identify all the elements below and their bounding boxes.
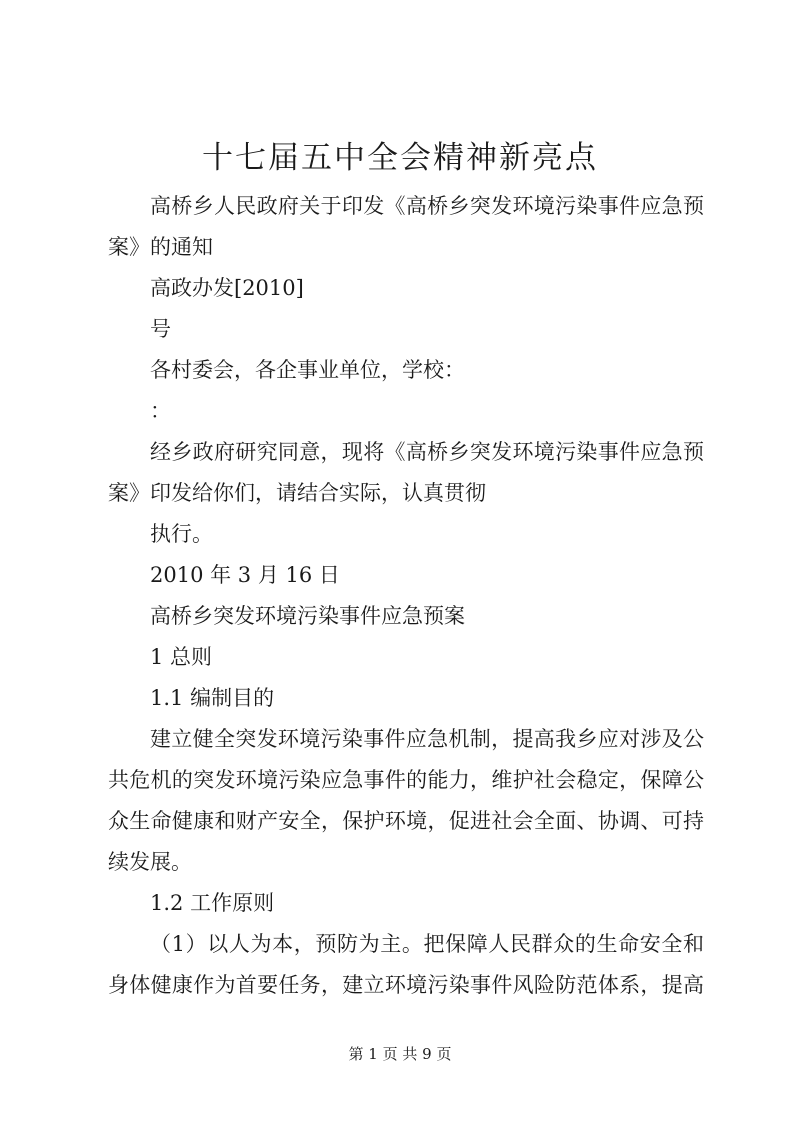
principle-paragraph-line-1: （1）以人为本，预防为主。把保障人民群众的生命安全和 xyxy=(150,932,704,956)
plan-title: 高桥乡突发环境污染事件应急预案 xyxy=(150,604,465,628)
notice-heading-line-1: 高桥乡人民政府关于印发《高桥乡突发环境污染事件应急预 xyxy=(150,194,704,218)
section-heading-1-2: 1.2 工作原则 xyxy=(150,891,275,915)
document-number: 高政办发[2010] xyxy=(150,276,304,300)
recipients-colon: ： xyxy=(150,399,171,423)
section-heading-1: 1 总则 xyxy=(150,645,213,669)
document-body xyxy=(108,186,704,1006)
purpose-paragraph-line-1: 建立健全突发环境污染事件应急机制，提高我乡应对涉及公 xyxy=(150,727,704,751)
page-number-footer: 第 1 页 共 9 页 xyxy=(348,1045,452,1063)
purpose-paragraph-line-4: 续发展。 xyxy=(108,850,192,874)
document-number-suffix: 号 xyxy=(150,317,171,341)
notice-paragraph-line-1: 经乡政府研究同意，现将《高桥乡突发环境污染事件应急预 xyxy=(150,440,704,464)
notice-paragraph-line-2: 案》印发给你们，请结合实际，认真贯彻 xyxy=(108,481,486,505)
purpose-paragraph-line-3: 众生命健康和财产安全，保护环境，促进社会全面、协调、可持 xyxy=(108,809,704,833)
purpose-paragraph-line-2: 共危机的突发环境污染应急事件的能力，维护社会稳定，保障公 xyxy=(108,768,704,792)
principle-paragraph-line-2: 身体健康作为首要任务，建立环境污染事件风险防范体系，提高 xyxy=(108,973,704,997)
notice-date: 2010 年 3 月 16 日 xyxy=(150,563,340,587)
notice-heading-line-2: 案》的通知 xyxy=(108,235,213,259)
page-title: 十七届五中全会精神新亮点 xyxy=(202,140,598,176)
recipients-line: 各村委会，各企事业单位，学校： xyxy=(150,358,465,382)
notice-paragraph-line-3: 执行。 xyxy=(150,522,213,546)
section-heading-1-1: 1.1 编制目的 xyxy=(150,686,275,710)
